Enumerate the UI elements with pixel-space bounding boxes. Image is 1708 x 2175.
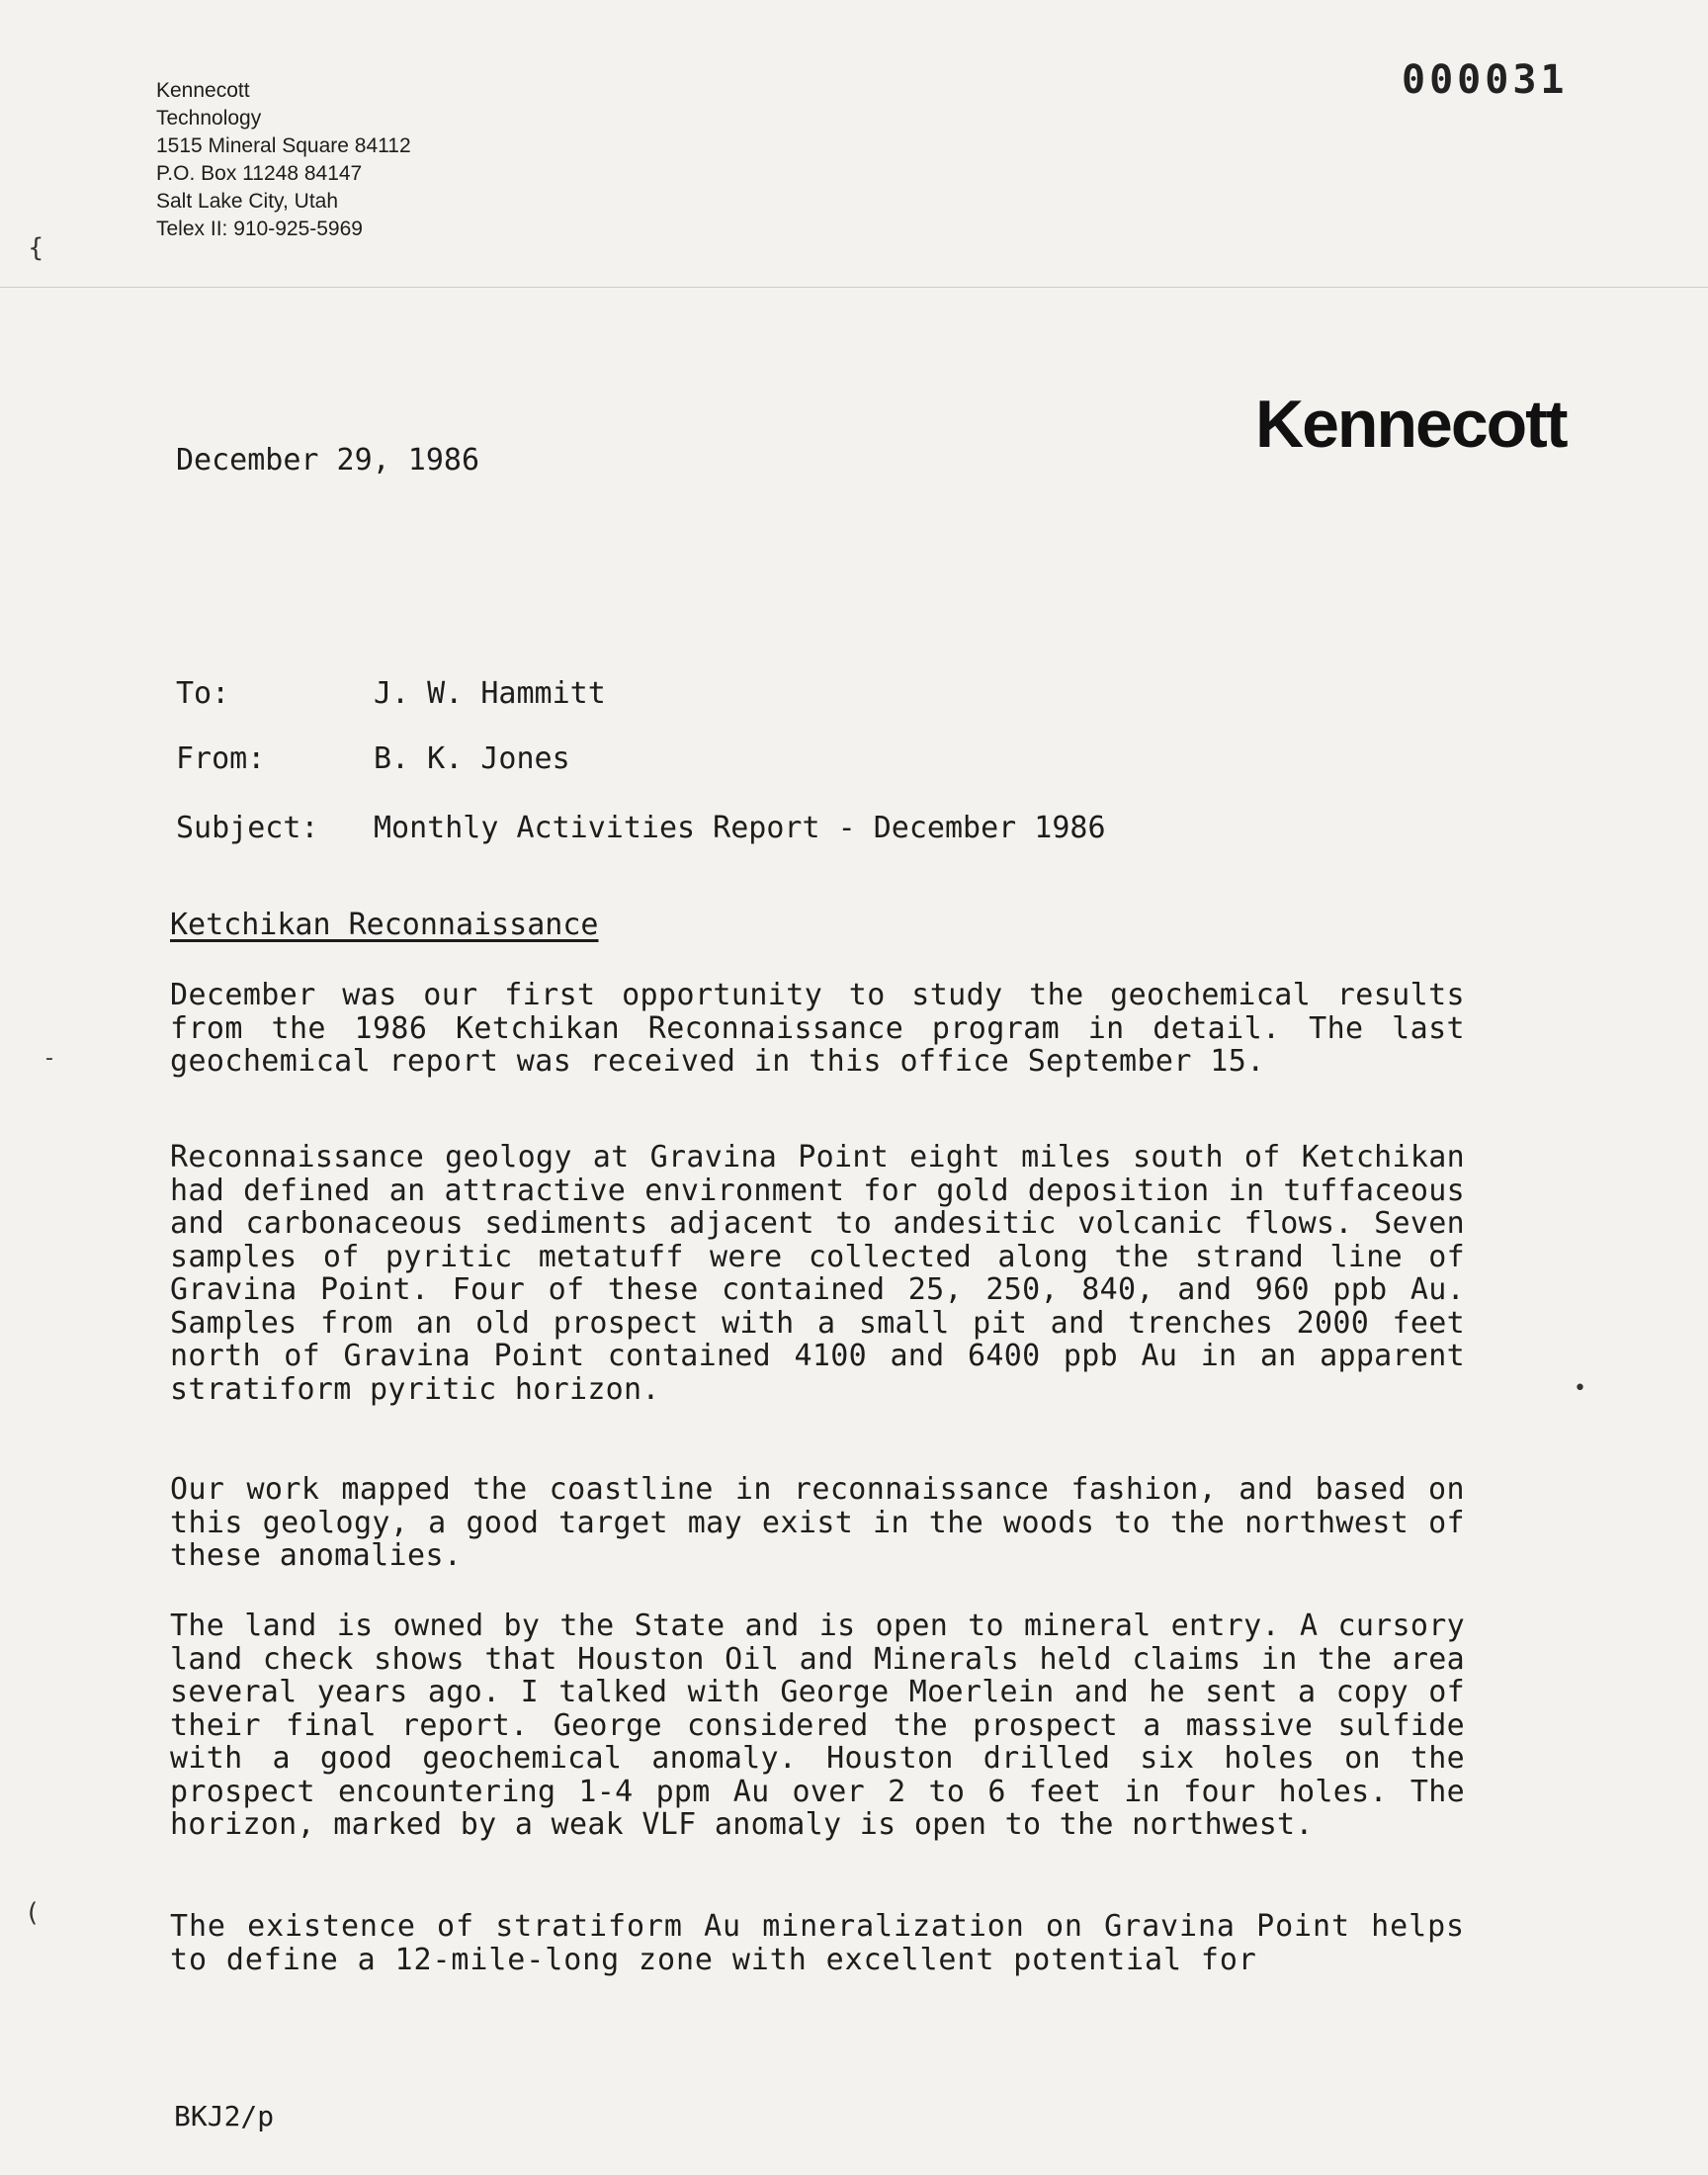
letterhead-line: Telex II: 910-925-5969 bbox=[156, 218, 363, 240]
body-paragraph-5: The existence of stratiform Au mineralization on Gravina Point helps to define a 12-mile-long zone with excellent potential for bbox=[170, 1909, 1465, 1977]
kennecott-logo: Kennecott bbox=[1255, 387, 1567, 462]
memo-from-value: B. K. Jones bbox=[374, 741, 570, 776]
memo-subject-label: Subject: bbox=[176, 811, 319, 845]
letterhead-line: P.O. Box 11248 84147 bbox=[156, 162, 363, 185]
letterhead-line: Salt Lake City, Utah bbox=[156, 190, 339, 213]
letterhead-line: Technology bbox=[156, 107, 262, 130]
memo-subject-value: Monthly Activities Report - December 1986 bbox=[374, 811, 1106, 845]
memo-date: December 29, 1986 bbox=[176, 443, 480, 478]
body-paragraph-4: The land is owned by the State and is open to mineral entry. A cursory land check shows that Houston Oil and Minerals held claims in the area several years ago. I talked with George Moerlein and he sent a copy of their final report. George considered the prospect a massive sulfide with a good geochemical anomaly. Houston drilled six holes on the prospect encountering 1-4 ppm Au over 2 to 6 feet in four holes. The horizon, marked by a weak VLF anomaly is open to the northwest. bbox=[170, 1609, 1465, 1842]
letterhead-line: 1515 Mineral Square 84112 bbox=[156, 134, 411, 157]
memo-to-value: J. W. Hammitt bbox=[374, 676, 606, 711]
memo-to-label: To: bbox=[176, 676, 230, 711]
memo-from-line bbox=[176, 741, 570, 776]
section-title: Ketchikan Reconnaissance bbox=[170, 908, 599, 942]
margin-bracket-mark: { bbox=[28, 233, 44, 263]
footer-reference-code: BKJ2/p bbox=[174, 2100, 275, 2132]
letterhead-line: Kennecott bbox=[156, 79, 250, 102]
memo-from-label: From: bbox=[176, 741, 266, 776]
letterhead-address bbox=[156, 77, 411, 243]
memo-to-line bbox=[176, 676, 606, 711]
body-paragraph-3: Our work mapped the coastline in reconnaissance fashion, and based on this geology, a good target may exist in the woods to the northwest of these anomalies. bbox=[170, 1472, 1465, 1573]
body-paragraph-2: Reconnaissance geology at Gravina Point eight miles south of Ketchikan had defined an attractive environment for gold deposition in tuffaceous and carbonaceous sediments adjacent to andesitic volcanic flows. Seven samples of pyritic metatuff were collected along the strand line of Gravina Point. Four of these contained 25, 250, 840, and 960 ppb Au. Samples from an old prospect with a small pit and trenches 2000 feet north of Gravina Point contained 4100 and 6400 ppb Au in an apparent stratiform pyritic horizon. bbox=[170, 1140, 1465, 1407]
margin-tick-mark: - bbox=[45, 1046, 53, 1071]
margin-bracket-mark: ( bbox=[28, 1898, 39, 1928]
header-divider bbox=[0, 287, 1708, 288]
margin-dot-mark: • bbox=[1574, 1376, 1586, 1401]
document-number: 000031 bbox=[1402, 57, 1569, 103]
memo-subject-line bbox=[176, 811, 1106, 845]
body-paragraph-1: December was our first opportunity to study the geochemical results from the 1986 Ketchikan Reconnaissance program in detail. The last geochemical report was received in this office September 15. bbox=[170, 978, 1465, 1079]
